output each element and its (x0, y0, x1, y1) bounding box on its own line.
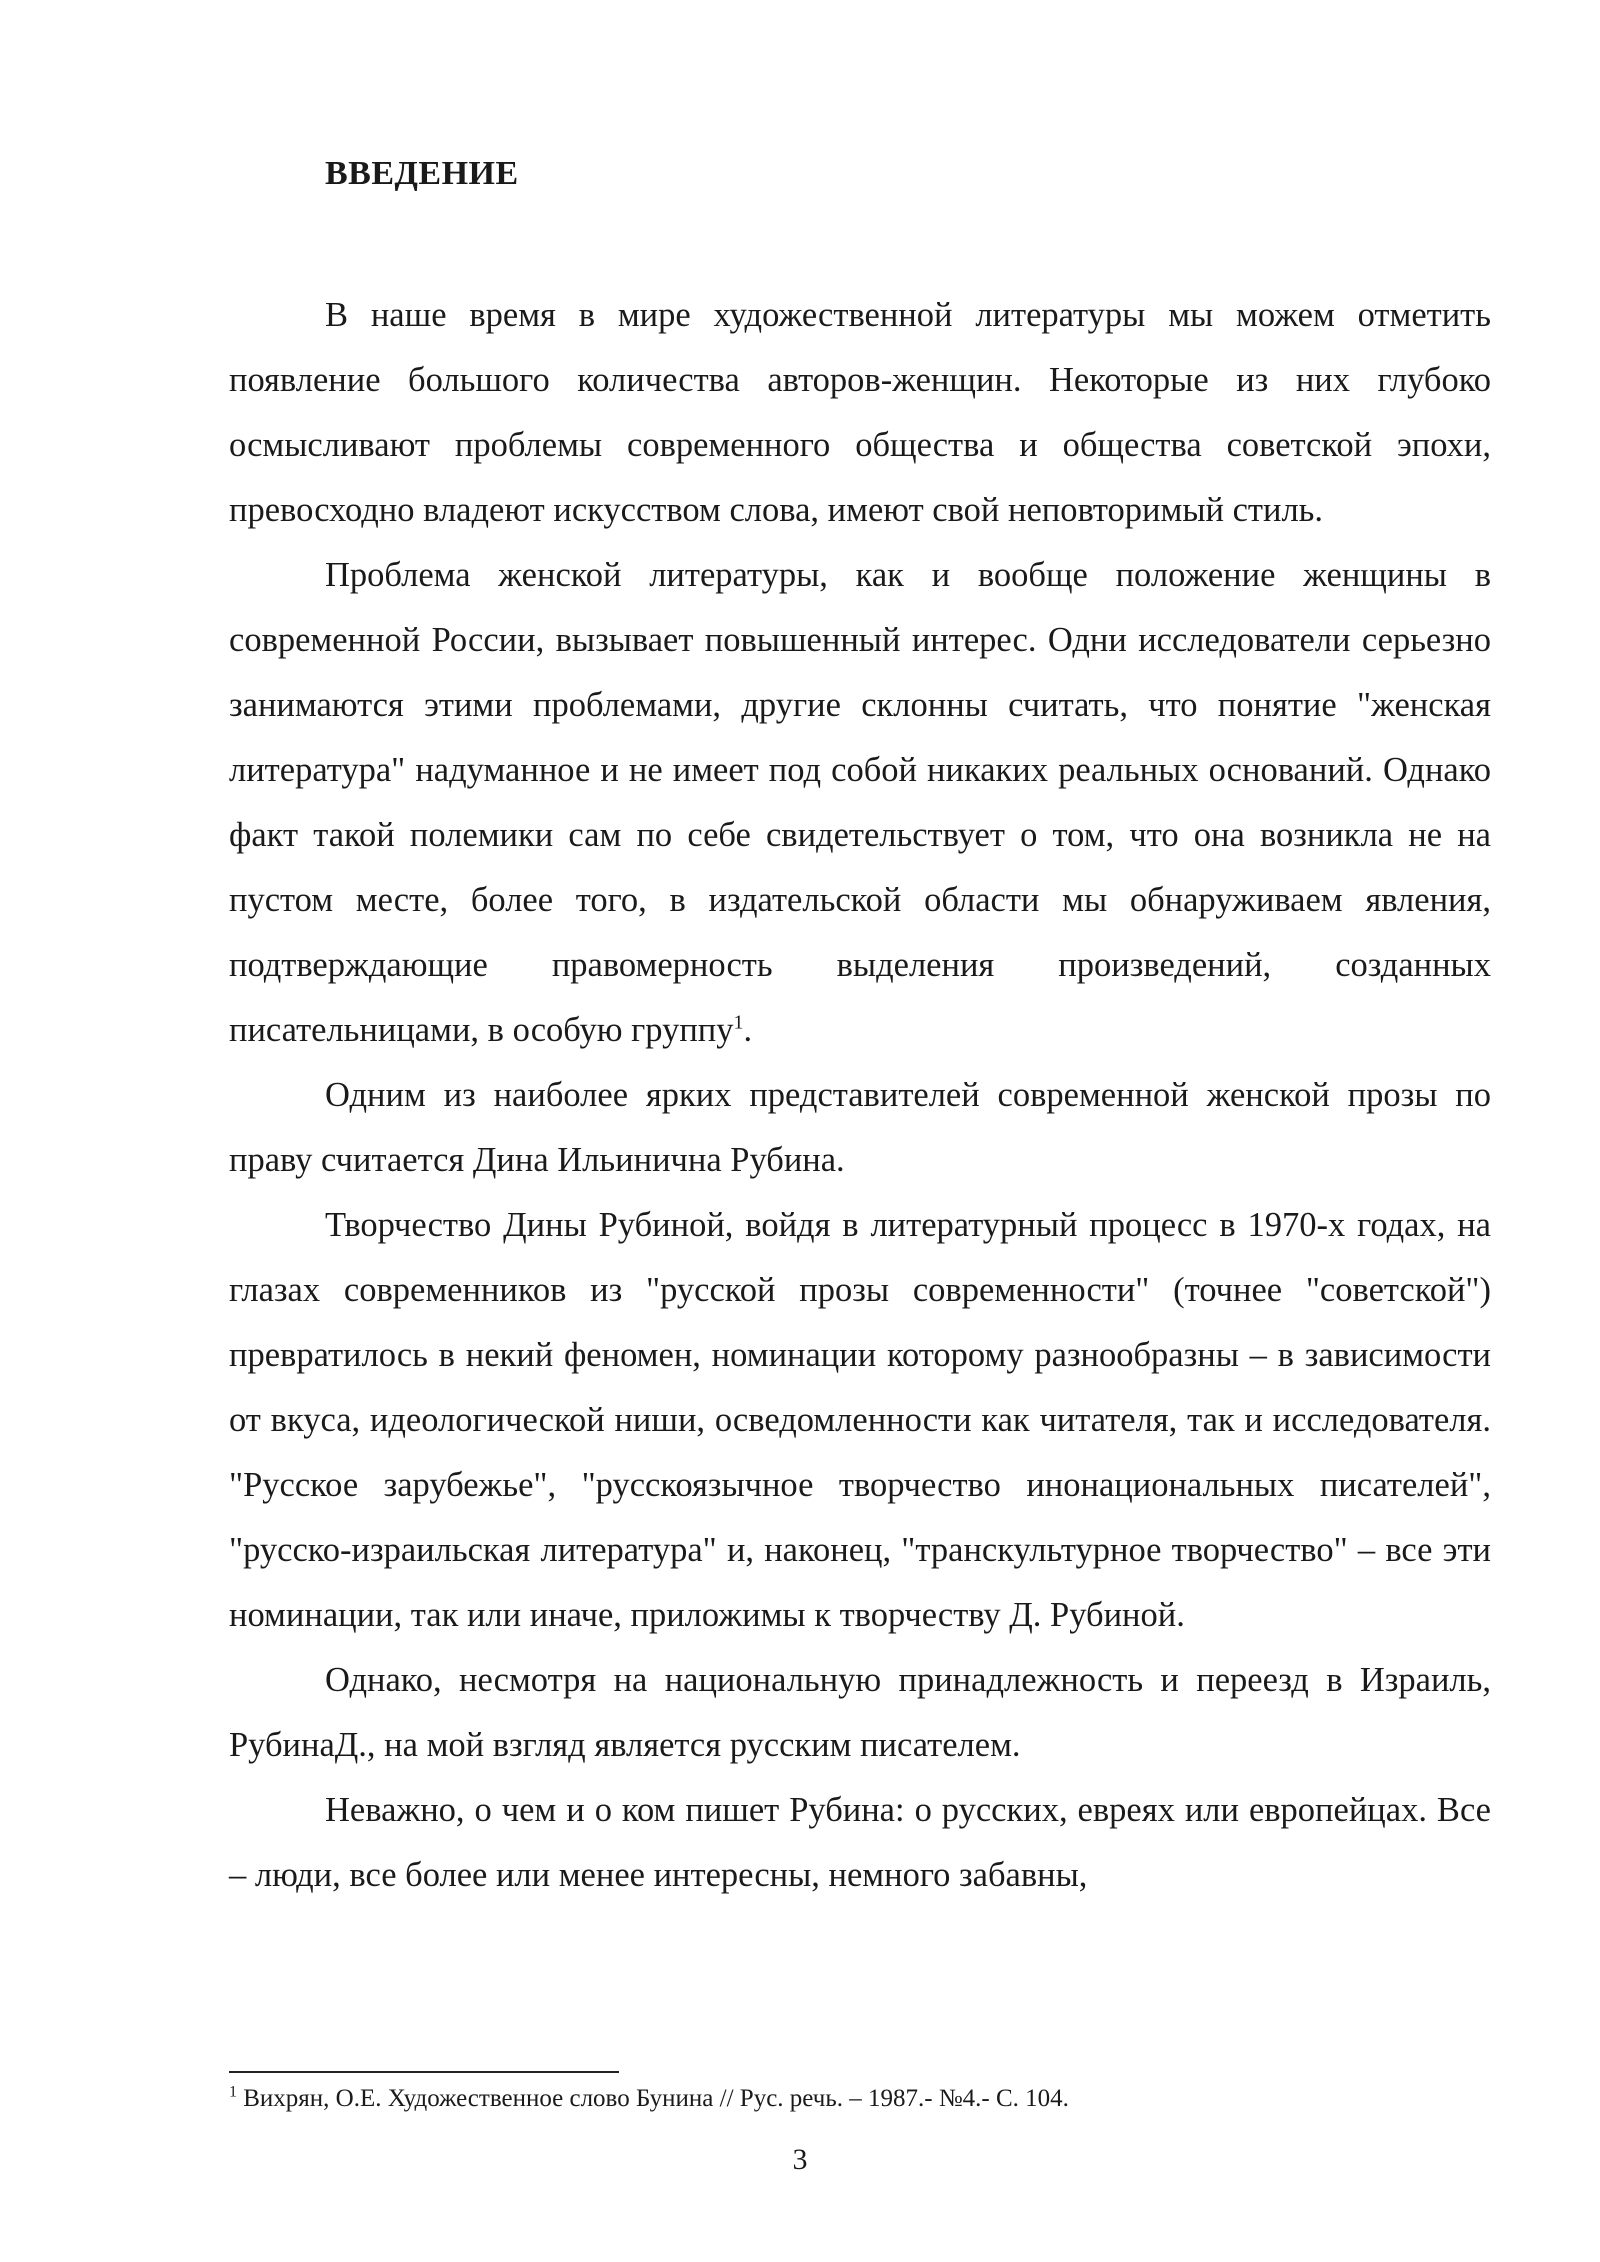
footnote-text: Вихрян, О.Е. Художественное слово Бунина // Рус. речь. – 1987.- №4.- С. 104. (237, 2085, 1069, 2112)
body-text (229, 283, 1491, 1908)
paragraph-2-tail: . (743, 1011, 753, 1049)
paragraph-5: Однако, несмотря на национальную принадлежность и переезд в Израиль, РубинаД., на мой взгляд является русским писателем. (229, 1661, 1491, 1764)
footnote-divider (229, 2071, 619, 2073)
footnote (229, 2082, 1491, 2116)
paragraph-2 (229, 543, 1491, 1063)
footnote-mark: 1 (229, 2083, 237, 2101)
paragraph-2-text: Проблема женской литературы, как и вообще положение женщины в современной России, вызывает повышенный интерес. Одни исследователи серьезно занимаются этими проблемами, другие склонны считать, что понятие "женская литература" надуманное и не имеет под собой никаких реальных оснований. Однако факт такой полемики сам по себе свидетельствует о том, что она возникла не на пустом месте, более того, в издательской области мы обнаруживаем явления, подтверждающие правомерность выделения произведений, созданных писательницами, в особую группу (229, 556, 1491, 1049)
paragraph-1: В наше время в мире художественной литературы мы можем отметить появление большого количества авторов-женщин. Некоторые из них глубоко осмысливают проблемы современного общества и общества советской эпохи, превосходно владеют искусством слова, имеют свой неповторимый стиль. (229, 296, 1491, 529)
paragraph-3: Одним из наиболее ярких представителей современной женской прозы по праву считается Дина Ильинична Рубина. (229, 1076, 1491, 1179)
paragraph-6: Неважно, о чем и о ком пишет Рубина: о русских, евреях или европейцах. Все – люди, все более или менее интересны, немного забавны, (229, 1791, 1491, 1894)
section-heading: ВВЕДЕНИЕ (325, 155, 519, 192)
paragraph-4: Творчество Дины Рубиной, войдя в литературный процесс в 1970-х годах, на глазах современников из "русской прозы современности" (точнее "советской") превратилось в некий феномен, номинации которому разнообразны – в зависимости от вкуса, идеологической ниши, осведомленности как читателя, так и исследователя. "Русское зарубежье", "русскоязычное творчество инонациональных писателей", "русско-израильская литература" и, наконец, "транскультурное творчество" – все эти номинации, так или иначе, приложимы к творчеству Д. Рубиной. (229, 1206, 1491, 1634)
page-number: 3 (792, 2143, 808, 2176)
footnote-reference[interactable]: 1 (733, 1011, 744, 1034)
